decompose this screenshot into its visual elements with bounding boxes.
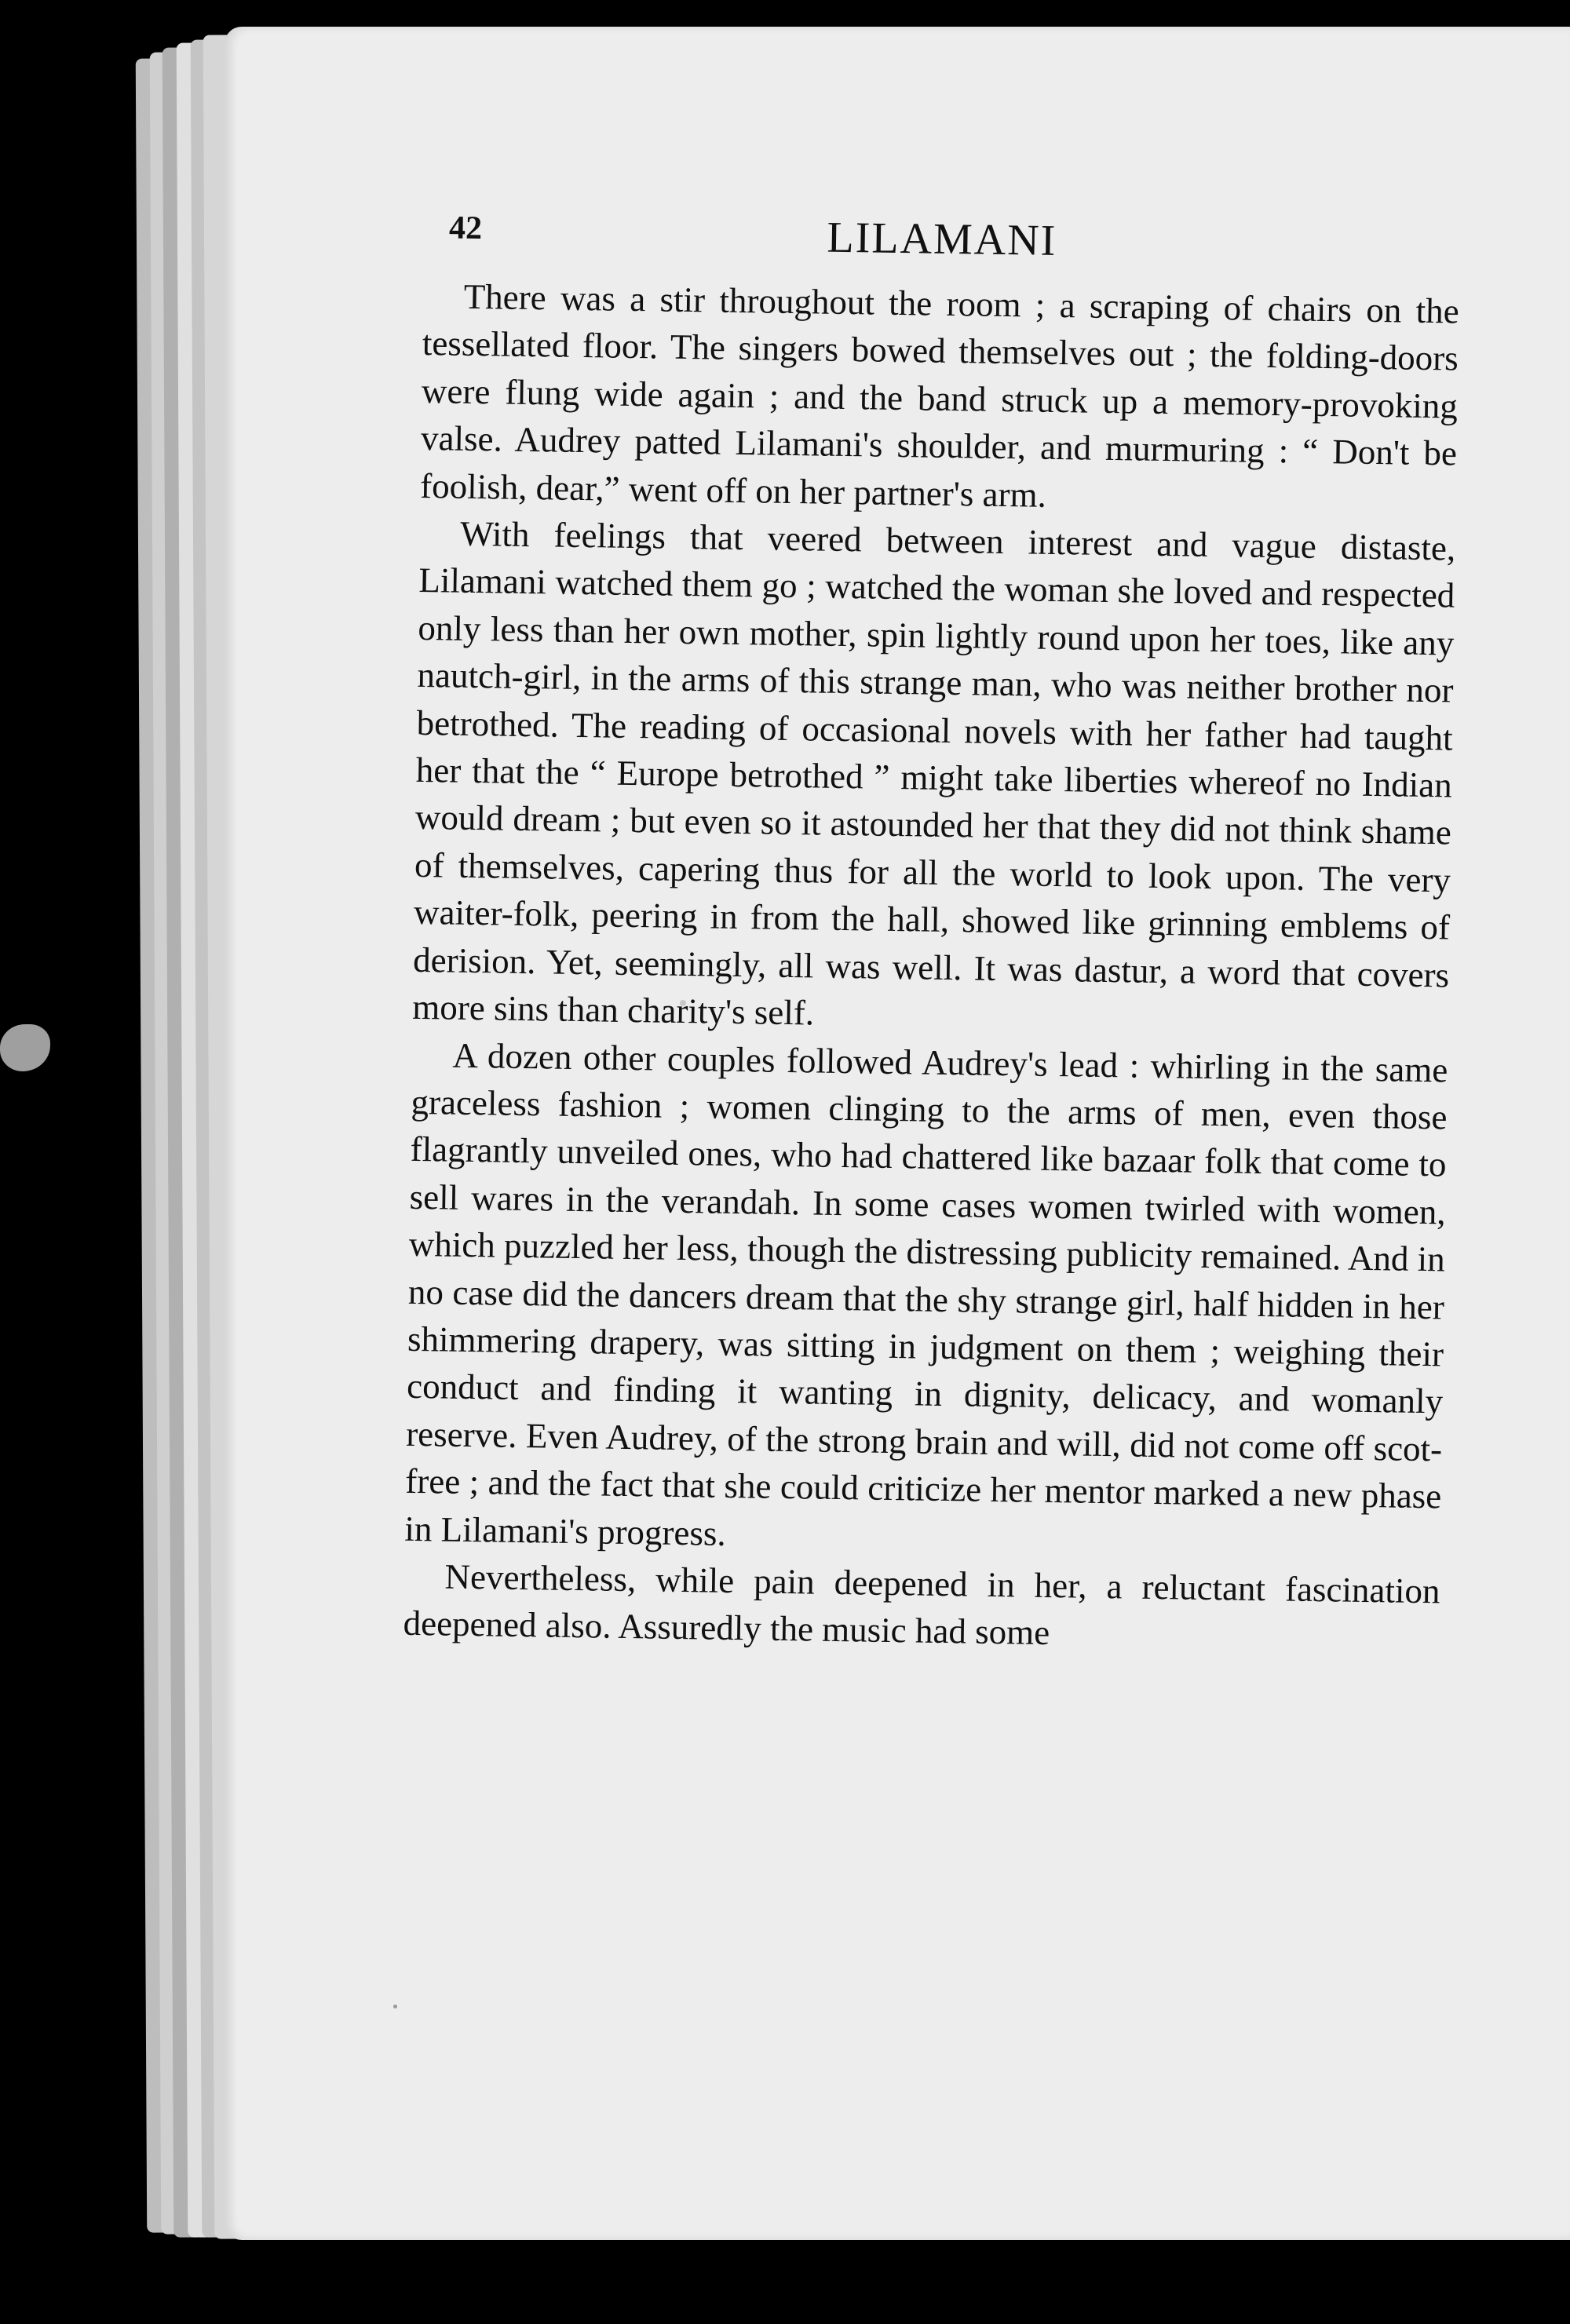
scan-speck [393, 2005, 397, 2008]
book-page [225, 27, 1570, 2240]
paragraph: Nevertheless, while pain deepened in her, a reluctant fascination deepened also. Assuredly the music had some [403, 1556, 1440, 1653]
paragraph: There was a stir throughout the room ; a scraping of chairs on the tessellated floor. The singers bowed themselves out ; the folding-doors were flung wide again ; and the band struck up a memory-provoking valse. Audrey patted Lilamani's shoulder, and murmuring : “ Don't be foolish, dear,” went off on her partner's arm. [419, 276, 1460, 515]
scan-artifact [0, 1024, 50, 1071]
running-head [424, 180, 1461, 274]
paragraph: A dozen other couples followed Audrey's lead : whirling in the same graceless fashion ; women clinging to the arms of men, even those flagrantly unveiled ones, who had chattered like bazaar folk that come to sell wares in the verandah. In some cases women twirled with women, which puzzled her less, though the distressing publicity remained. And in no case did the dancers dream that the shy strange girl, half hidden in her shimmering drapery, was sitting in judgment on them ; weighing their conduct and finding it wanting in dignity, delicacy, and womanly reserve. Even Audrey, of the strong brain and will, did not come off scot-free ; and the fact that she could criticize her mentor marked a new phase in Lilamani's progress. [404, 1035, 1448, 1553]
page-content [403, 180, 1461, 1662]
book-title: LILAMANI [827, 213, 1057, 265]
paragraph: With feelings that veered between interest and vague distaste, Lilamani watched them go ; watched the woman she loved and respected only less than her own mother, spin lightly round upon her toes, like any nautch-girl, in the arms of this strange man, who was neither brother nor betrothed. The reading of occasional novels with her father had taught her that the “ Europe betrothed ” might take liberties whereof no Indian would dream ; but even so it astounded her that they did not think shame of themselves, capering thus for all the world to look upon. The very waiter-folk, peering in from the hall, showed like grinning emblems of derision. Yet, seemingly, all was well. It was dastur, a word that covers more sins than charity's self. [411, 513, 1456, 1033]
page-number: 42 [448, 210, 483, 247]
